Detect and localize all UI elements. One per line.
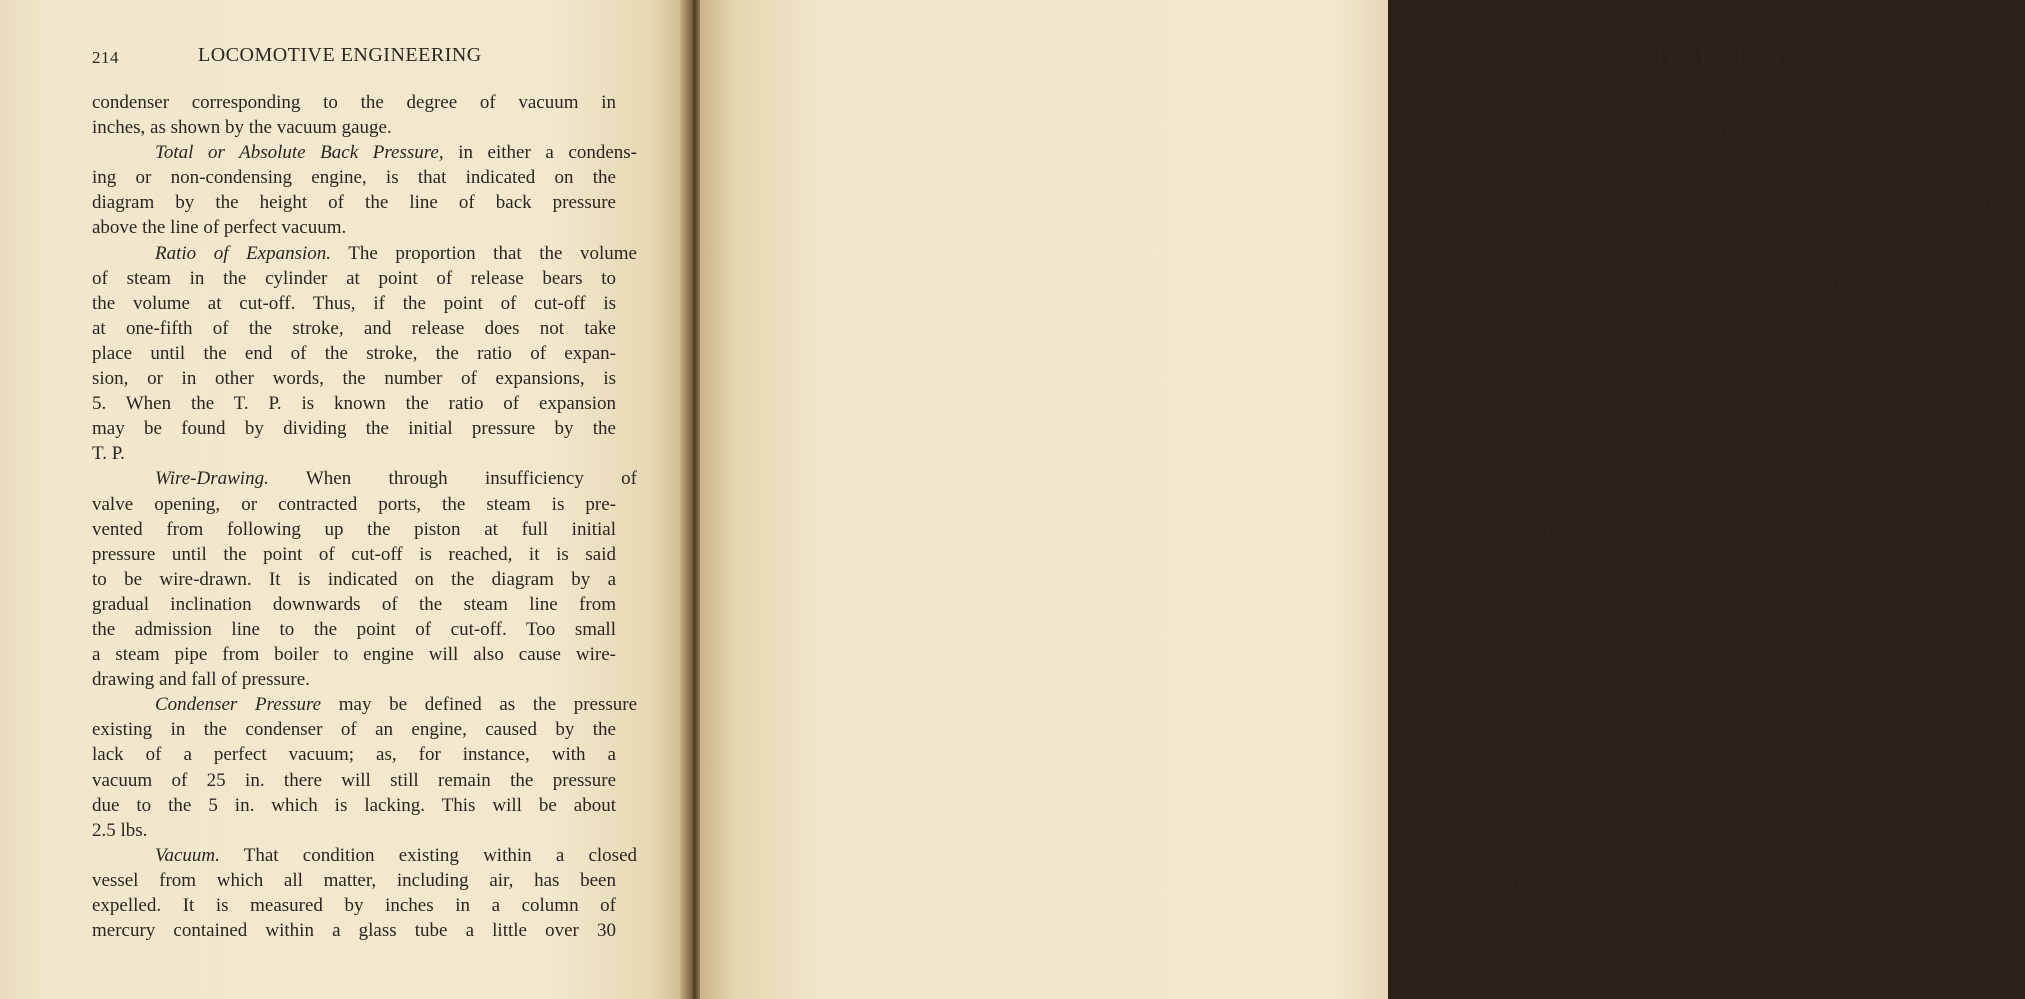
line-text: with steam, which, when condensed, occupies about — [1479, 671, 2004, 693]
text-line — [1479, 368, 2004, 393]
text-line — [92, 642, 616, 667]
line-text: existing in the condenser of an engine, caused by the — [92, 719, 616, 741]
line-text: The proportion that the volume — [331, 242, 637, 264]
line-text: 2.5 lbs. — [92, 819, 148, 841]
text-line — [92, 692, 638, 717]
text-line — [1479, 744, 2025, 769]
text-line — [1479, 468, 2004, 493]
line-text: The vacuum in a condenser is generally maintained — [1542, 520, 2025, 542]
text-line — [1479, 795, 2004, 820]
line-text: That condition existing within a closed — [219, 844, 637, 866]
line-text: in the glass tube to a height corresponding to the — [1479, 269, 2004, 291]
page-number-right: 215 — [1977, 52, 2004, 71]
text-line — [1479, 142, 2004, 167]
text-line — [1479, 619, 2004, 644]
text-line — [92, 843, 637, 868]
line-text: is, in the case of a condensing engine, removed to a — [1479, 897, 2004, 918]
text-line — [92, 215, 616, 240]
text-line — [1479, 293, 2004, 318]
text-line — [92, 517, 616, 542]
text-line — [1479, 92, 2004, 117]
line-text: While the vacuum in a condenser cannot be consid — [1542, 746, 2025, 768]
line-text: may be found by dividing the initial pressure by the — [92, 418, 616, 440]
line-text: at one-fifth of the stroke, and release does not take — [92, 317, 616, 339]
text-line — [92, 742, 616, 767]
line-text: in a small open vessel filled with mercury. The upper — [1479, 119, 2004, 141]
text-line — [1479, 644, 2004, 669]
text-line — [92, 391, 616, 416]
left-page-header — [92, 44, 616, 74]
line-text: gauge is used for testing. — [1479, 495, 1669, 517]
line-text: water to strike it. The steam when it first enters the — [1479, 620, 2004, 642]
line-text: in either a condens- — [443, 142, 637, 164]
line-text: end of the glass tube is connected with the vessel in — [1479, 144, 2004, 166]
text-line — [92, 617, 616, 642]
text-line — [92, 241, 637, 266]
line-text: always ahead of the piston in a non-condensing engine — [1479, 871, 2004, 893]
line-text: lack of a perfect vacuum; as, for instance, with a — [92, 744, 616, 766]
line-text: that the atmospheric pressure or resistance which is — [1479, 846, 2004, 868]
right-page-text — [1479, 92, 2025, 945]
text-line — [1479, 318, 2004, 343]
text-line — [92, 592, 616, 617]
text-line — [92, 366, 616, 391]
left-page-text — [92, 90, 638, 943]
text-line — [1479, 268, 2004, 293]
text-line — [1479, 519, 2025, 544]
right-page — [700, 0, 2025, 999]
text-line — [92, 316, 616, 341]
line-text: ing or non-condensing engine, is that indicated on the — [92, 167, 616, 189]
text-line — [1479, 117, 2004, 142]
left-page — [0, 0, 686, 999]
text-line — [92, 441, 616, 466]
line-text: valve opening, or contracted ports, the steam is pre- — [92, 493, 616, 515]
line-text: condenser drives out the air and the vessel is filled — [1479, 646, 2004, 668]
italic-term: Vacuum. — [155, 844, 220, 866]
text-line — [92, 115, 616, 140]
line-text: place until the end of the stroke, the ratio of expan- — [92, 342, 616, 364]
line-text: pressure until the point of cut-off is reached, it is said — [92, 543, 616, 565]
text-line — [1479, 418, 2025, 443]
text-line — [92, 717, 616, 742]
page-number-left: 214 — [92, 48, 119, 67]
text-line — [1479, 669, 2004, 694]
text-line — [1479, 594, 2004, 619]
text-line — [1479, 694, 2004, 719]
text-line — [1479, 820, 2004, 845]
text-line — [92, 140, 637, 165]
line-text: gauge is not generally used, it having been replaced — [1479, 445, 2004, 467]
text-line — [92, 918, 616, 943]
text-line — [1479, 770, 2004, 795]
line-text: T. P. — [92, 443, 125, 465]
line-text: it enters the condenser by allowing a spray of cold — [1479, 595, 2004, 617]
line-text: by an air pump, although it can be produced and — [1479, 545, 2004, 567]
text-line — [1479, 895, 2004, 920]
line-text: condition is never realized in practice; the nearest — [1479, 370, 2004, 392]
text-line — [92, 165, 616, 190]
line-text: gradual inclination downwards of the steam line from — [92, 593, 616, 615]
line-text: which the vacuum is to be produced. When no — [1479, 169, 2004, 191]
line-text: 1,600 times less space than it did before being con- — [1479, 696, 2004, 718]
line-text: the engine for doing work. This is owing to the fact — [1479, 821, 2004, 843]
line-text: to be wire-drawn. It is indicated on the diagram by a — [92, 568, 616, 590]
line-text: drawing and fall of pressure. — [92, 669, 310, 691]
line-text: maintained by the mere condensation of the steam as — [1479, 570, 2004, 592]
running-head-left: LOCOMOTIVE ENGINEERING — [198, 44, 482, 66]
text-line — [1479, 167, 2004, 192]
italic-term: Wire-Drawing. — [155, 468, 269, 490]
line-text: sion, or in other words, the number of expansions, is — [92, 368, 616, 390]
line-text: vacuum exists the mercury will leave the tube and fill — [1479, 194, 2004, 216]
text-line — [92, 768, 616, 793]
line-text: mercury contained within a glass tube a little over 30 — [92, 920, 616, 942]
line-text: the admission line to the point of cut-off. Too small — [92, 618, 616, 640]
line-text: vacuum of 25 in. there will still remain the pressure — [92, 769, 616, 791]
line-text: vented from following up the piston at full initial — [92, 518, 616, 540]
text-line — [92, 190, 616, 215]
line-text: densed; hence a partial vacuum is produced. — [1479, 721, 1816, 743]
text-line — [92, 466, 637, 491]
line-text: position of increasing, by its presence, the capacity of — [1479, 796, 2004, 818]
line-text: above the line of perfect vacuum. — [92, 217, 347, 239]
line-text: of steam in the cylinder at point of release bears to — [92, 267, 616, 289]
text-line — [1479, 217, 2004, 242]
text-line — [92, 542, 616, 567]
text-line — [92, 291, 616, 316]
text-line — [1479, 544, 2004, 569]
line-text: expelled. It is measured by inches in a column of — [92, 895, 616, 916]
line-text: by the Bourdon spring gauge, although the mercury — [1479, 470, 2004, 492]
text-line — [1479, 393, 2004, 418]
text-line — [1479, 719, 2004, 744]
line-text: the lower vessel. When a vacuum is maintained in — [1479, 219, 2004, 241]
text-line — [92, 567, 616, 592]
text-line — [92, 818, 616, 843]
line-text: a steam pipe from boiler to engine will also cause wire- — [92, 644, 616, 666]
text-line — [1479, 192, 2004, 217]
text-line — [1479, 343, 2004, 368]
text-line — [92, 266, 616, 291]
line-text: degree of vacuum. If the mercury rises to the height — [1479, 294, 2004, 316]
text-line — [92, 341, 616, 366]
line-text: in. in height, having its lower end open and immersed — [1479, 94, 2004, 115]
line-text: the volume at cut-off. Thus, if the point of cut-off is — [92, 292, 616, 314]
line-text: condenser corresponding to the degree of vacuum in — [92, 92, 616, 113]
text-line — [1479, 569, 2004, 594]
text-line — [1479, 920, 2004, 945]
text-line — [92, 667, 616, 692]
running-head-right: THE INDICATOR — [1654, 46, 1812, 68]
line-text: of 30 in. it indicates a perfect vacuum, which means — [1479, 319, 2004, 341]
text-line — [92, 416, 616, 441]
right-page-header — [1478, 44, 2004, 74]
line-text: degree corresponding to the height of the vacuum, — [1479, 922, 2004, 944]
line-text: 5. When the T. P. is known the ratio of expansion — [92, 393, 616, 415]
line-text: approach to it being about 28 in. — [1479, 395, 1726, 417]
text-line — [1479, 443, 2004, 468]
text-line — [92, 868, 616, 893]
text-line — [1479, 494, 2004, 519]
line-text: ered as power at all, yet it occupies the anomalous — [1479, 771, 2004, 793]
line-text: diagram by the height of the line of back pressure — [92, 192, 616, 214]
line-text: inches, as shown by the vacuum gauge. — [92, 117, 392, 139]
line-text: When through insufficiency of — [268, 468, 637, 490]
text-line — [92, 90, 616, 115]
line-text: may be defined as the pressure — [321, 694, 638, 716]
italic-term: Condenser Pressure — [155, 694, 322, 716]
text-line — [1479, 845, 2004, 870]
text-line — [1479, 243, 2004, 268]
text-line — [1479, 870, 2004, 895]
text-line — [92, 492, 616, 517]
line-text: the absence of all pressure within the vessel, but this — [1479, 344, 2004, 366]
line-text: vessel from which all matter, including air, has been — [92, 869, 616, 891]
italic-term: Total or Absolute Back Pressure, — [155, 142, 444, 164]
line-text: the condenser, or other vessel, the mercury will rise — [1479, 244, 2004, 266]
italic-term: Ratio of Expansion. — [155, 242, 332, 264]
text-line — [92, 793, 616, 818]
text-line — [92, 893, 616, 918]
line-text: For purposes of convenience the mercurial vacuum — [1542, 420, 2025, 442]
line-text: due to the 5 in. which is lacking. This will be about — [92, 794, 616, 816]
